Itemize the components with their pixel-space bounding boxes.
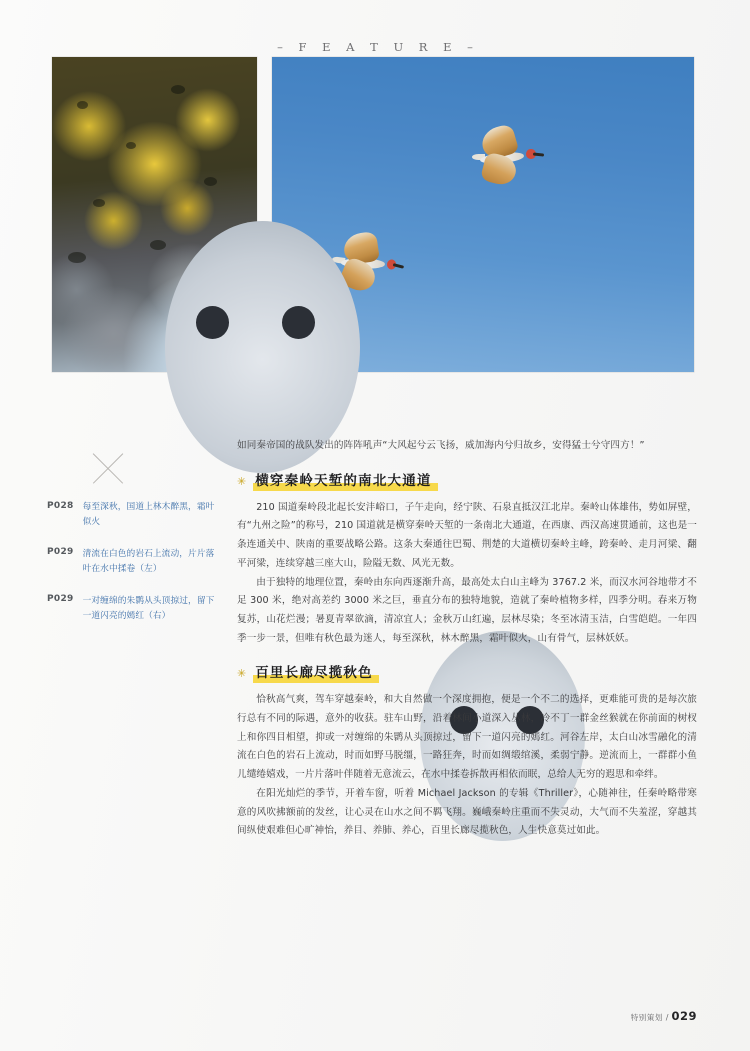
caption-list: [47, 500, 222, 641]
ibis-bird-upper: [470, 126, 542, 186]
lead-paragraph: 如同秦帝国的战队发出的阵阵吼声“大风起兮云飞扬，威加海内兮归故乡，安得猛士兮守四方！”: [237, 440, 645, 451]
foliage-speck: [93, 199, 105, 207]
monkey-eye: [282, 306, 315, 339]
body-paragraph: 恰秋高气爽，驾车穿越秦岭，和大自然做一个深度拥抱，便是一个不二的选择，更难能可贵的是每次旅行总有不同的际遇，意外的收获。驻车山野，沿着林间小道深入丛林，冷不丁一群金丝猴就在你前面的树杈上和你四目相望，抑或一对缠绵的朱鹮从头顶掠过，留下一道闪亮的嫣红。河谷左岸，太白山冰雪融化的清流在白色的岩石上流动，时而如野马脱缰，一路狂奔，时而如绸缎绾溪，柔弱宁静。逆流而上，一群群小鱼儿缱绻嬉戏，一片片落叶伴随着无意流云，在水中揉卷拆散再相依而眠，总给人无穷的遐思和牵绊。: [237, 694, 697, 781]
caption-text: 每至深秋，国道上林木醉黑，霜叶似火: [82, 502, 215, 527]
caption-text: 一对缠绵的朱鹮从头顶掠过，留下一道闪亮的嫣红（右）: [82, 595, 215, 621]
body-paragraph: 由于独特的地理位置，秦岭由东向西逐渐升高，最高处太白山主峰为 3767.2 米，而汉水河谷地带才不足 300 米，绝对高差约 3000 米之巨，垂直分布的独特地貌，造就了秦岭植物多样，四季分明。春来万物复苏，山花烂漫；暑夏青翠欲滴，清凉宜人；金秋万山红遍，层林尽染；冬至冰清玉洁，白雪皑皑。一年四季一步一景，但唯有秋色最为迷人，每至深秋，林木醉黑，霜叶似火，山有骨气，层林妖妖。: [237, 576, 697, 644]
caption-item: [47, 594, 222, 624]
caption-page-code: P029: [47, 594, 74, 605]
foliage-speck: [204, 177, 217, 186]
foliage-speck: [171, 85, 185, 94]
caption-page-code: P028: [47, 500, 74, 511]
asterisk-icon: ✳: [237, 474, 247, 488]
footer-section-label: 特别策划: [630, 1013, 663, 1022]
body-paragraph: 210 国道秦岭段北起长安沣峪口，子午走向，经宁陕、石泉直抵汉江北岸。秦岭山体雄伟，势如屏壁，有“九州之险”的称号，210 国道就是横穿秦岭天堑的一条南北大通道，在西康、西汉高速贯通前，这也是一条连通关中、陕南的重要战略公路。这条大秦通往巴蜀、荆楚的大道横切秦岭主峰，跨秦岭、走月河梁、翻平河梁，连续穿越三座大山，险隘无数、风光无数。: [237, 501, 697, 569]
section-title: 百里长廊尽揽秋色: [253, 661, 379, 682]
section-heading-1: [237, 469, 697, 490]
bird-beak: [393, 264, 404, 269]
monkey-eye: [196, 306, 229, 339]
caption-text: 清流在白色的岩石上流动，片片落叶在水中揉卷（左）: [82, 548, 215, 574]
caption-page-code: P029: [47, 547, 74, 558]
adult-monkey-face: [165, 221, 360, 473]
footer-separator: /: [665, 1013, 669, 1022]
section-title: 横穿秦岭天堑的南北大通道: [253, 469, 437, 490]
page-footer: [631, 1009, 697, 1023]
body-paragraph: 在阳光灿烂的季节，开着车窗，听着 Michael Jackson 的专辑《Thriller》，心随神往，任秦岭略带寒意的风吹拂额前的发丝，让心灵在山水之间不羁飞翔。巍峨秦岭庄重而不失灵动，大气而不失羞涩，穿越其间纵使艰难但心旷神怡，养目、养肺、养心，百里长廊尽揽秋色，人生快意莫过如此。: [237, 787, 697, 837]
asterisk-icon: ✳: [237, 667, 247, 681]
rock-shadow: [150, 240, 166, 250]
cross-mark-decoration: [87, 447, 129, 489]
section-heading-2: [237, 661, 697, 682]
feature-header: – F E A T U R E –: [277, 40, 479, 54]
article-body-column: [237, 437, 697, 841]
caption-item: [47, 500, 222, 530]
rock-shadow: [68, 252, 86, 263]
foliage-speck: [77, 101, 88, 109]
page-number: 029: [671, 1009, 697, 1023]
foliage-speck: [126, 142, 136, 149]
caption-item: [47, 547, 222, 577]
